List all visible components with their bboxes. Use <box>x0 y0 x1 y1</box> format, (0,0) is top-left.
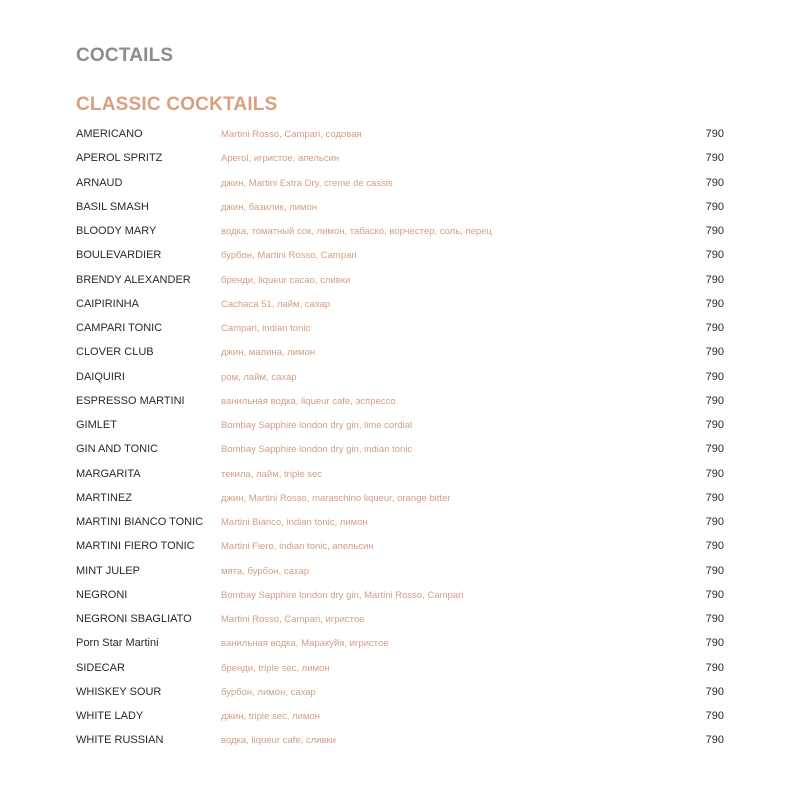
cocktail-price: 790 <box>705 564 724 577</box>
cocktail-ingredients: водка, томатный сок, лимон, табаско, ворчестер, соль, перец <box>221 226 492 237</box>
cocktail-ingredients: ром, лайм, сахар <box>221 371 297 383</box>
cocktail-name: Porn Star Martini <box>76 637 159 650</box>
cocktail-price: 790 <box>705 322 724 334</box>
cocktail-name: MARGARITA <box>76 467 141 480</box>
cocktail-price: 790 <box>705 346 724 359</box>
cocktail-name: WHITE LADY <box>76 710 144 722</box>
cocktail-ingredients: Bombay Sapphire london dry gin, Martini Rosso, Campari <box>221 589 464 601</box>
menu-item <box>0 510 800 534</box>
cocktail-price: 790 <box>705 491 724 504</box>
menu-item <box>0 462 800 486</box>
section-title: CLASSIC COCKTAILS <box>76 94 278 115</box>
cocktail-ingredients: бренди, triple sec, лимон <box>221 662 330 674</box>
cocktail-price: 790 <box>705 685 724 698</box>
cocktail-price: 790 <box>705 540 724 553</box>
cocktail-ingredients: Campari, indian tonic <box>221 323 311 334</box>
cocktail-name: GIN AND TONIC <box>76 443 159 456</box>
cocktail-name: SIDECAR <box>76 661 125 674</box>
cocktail-ingredients: джин, Martini Rosso, maraschino liqueur, orange bitter <box>221 492 451 504</box>
cocktail-ingredients: Aperol, игристое, апельсин <box>221 153 340 165</box>
cocktail-ingredients: джин, малина, лимон <box>221 347 316 359</box>
cocktail-name: MARTINI BIANCO TONIC <box>76 516 204 528</box>
menu-item <box>0 413 800 437</box>
cocktail-ingredients: ванильная водка, liqueur cafe, эспрессо <box>221 395 396 407</box>
cocktail-name: MARTINI FIERO TONIC <box>76 540 195 553</box>
cocktail-ingredients: джин, базилик, лимон <box>221 201 317 213</box>
cocktail-ingredients: текила, лайм, triple sec <box>221 468 323 480</box>
cocktail-name: NEGRONI SBAGLIATO <box>76 613 192 625</box>
cocktail-price: 790 <box>705 588 724 601</box>
cocktail-price: 790 <box>705 176 724 189</box>
menu-item <box>0 365 800 389</box>
menu-item <box>0 171 800 195</box>
cocktail-name: ESPRESSO MARTINI <box>76 394 185 407</box>
cocktail-name: NEGRONI <box>76 588 128 601</box>
cocktail-price: 790 <box>705 637 724 650</box>
cocktail-name: WHITE RUSSIAN <box>76 734 164 747</box>
cocktail-list <box>0 122 800 753</box>
cocktail-price: 790 <box>705 394 724 407</box>
menu-item <box>0 122 800 146</box>
cocktail-ingredients: бурбон, лимон, сахар <box>221 686 316 698</box>
cocktail-price: 790 <box>705 419 724 431</box>
menu-item <box>0 534 800 558</box>
cocktail-ingredients: мята, бурбон, сахар <box>221 565 310 577</box>
cocktail-ingredients: джин, triple sec, лимон <box>221 711 320 722</box>
page-title: COCTAILS <box>76 45 174 66</box>
menu-item <box>0 316 800 340</box>
cocktail-price: 790 <box>705 734 724 747</box>
cocktail-price: 790 <box>705 225 724 237</box>
menu-item <box>0 631 800 655</box>
menu-item <box>0 437 800 461</box>
cocktail-name: MINT JULEP <box>76 564 140 577</box>
cocktail-name: CLOVER CLUB <box>76 346 154 359</box>
cocktail-name: ARNAUD <box>76 176 123 189</box>
cocktail-name: BOULEVARDIER <box>76 249 162 262</box>
menu-item <box>0 268 800 292</box>
cocktail-ingredients: джин, Martini Extra Dry, creme de cassis <box>221 177 393 189</box>
cocktail-price: 790 <box>705 516 724 528</box>
menu-item <box>0 583 800 607</box>
menu-item <box>0 219 800 243</box>
cocktail-name: BRENDY ALEXANDER <box>76 273 191 286</box>
cocktail-ingredients: Martini Bianco, indian tonic, лимон <box>221 517 368 528</box>
menu-item <box>0 656 800 680</box>
cocktail-name: APEROL SPRITZ <box>76 152 163 165</box>
cocktail-price: 790 <box>705 200 724 213</box>
cocktail-name: GIMLET <box>76 419 117 431</box>
cocktail-price: 790 <box>705 613 724 625</box>
cocktail-name: BLOODY MARY <box>76 225 157 237</box>
cocktail-price: 790 <box>705 128 724 140</box>
cocktail-ingredients: бурбон, Martini Rosso, Campari <box>221 250 357 262</box>
cocktail-name: DAIQUIRI <box>76 370 125 383</box>
cocktail-price: 790 <box>705 370 724 383</box>
menu-item <box>0 292 800 316</box>
cocktail-ingredients: бренди, liqueur cacao, сливки <box>221 274 351 286</box>
cocktail-price: 790 <box>705 661 724 674</box>
menu-item <box>0 195 800 219</box>
cocktail-price: 790 <box>705 152 724 165</box>
cocktail-price: 790 <box>705 249 724 262</box>
menu-item <box>0 243 800 267</box>
menu-item <box>0 680 800 704</box>
cocktail-ingredients: Cachaca 51, лайм, сахар <box>221 298 331 310</box>
cocktail-ingredients: Bombay Sapphire london dry gin, lime cordial <box>221 420 413 431</box>
cocktail-price: 790 <box>705 467 724 480</box>
cocktail-name: CAMPARI TONIC <box>76 322 163 334</box>
cocktail-name: CAIPIRINHA <box>76 297 139 310</box>
menu-item <box>0 486 800 510</box>
menu-item <box>0 728 800 752</box>
cocktail-price: 790 <box>705 443 724 456</box>
menu-item <box>0 389 800 413</box>
cocktail-ingredients: Martini Rosso, Campari, содовая <box>221 129 362 140</box>
cocktail-name: MARTINEZ <box>76 491 133 504</box>
cocktail-ingredients: Martini Fiero, indian tonic, апельсин <box>221 541 374 553</box>
menu-item <box>0 559 800 583</box>
cocktail-name: AMERICANO <box>76 128 143 140</box>
cocktail-ingredients: ванильная водка, Маракуйя, игристое <box>221 638 389 650</box>
cocktail-price: 790 <box>705 297 724 310</box>
cocktail-price: 790 <box>705 273 724 286</box>
cocktail-ingredients: водка, liqueur cafe, сливки <box>221 735 336 747</box>
cocktail-ingredients: Bombay Sapphire london dry gin, indian tonic <box>221 444 413 456</box>
menu-item <box>0 704 800 728</box>
cocktail-price: 790 <box>705 710 724 722</box>
cocktail-name: WHISKEY SOUR <box>76 685 162 698</box>
menu-item <box>0 146 800 170</box>
cocktail-ingredients: Martini Rosso, Campari, игристое <box>221 614 365 625</box>
cocktail-name: BASIL SMASH <box>76 200 149 213</box>
menu-item <box>0 607 800 631</box>
menu-item <box>0 340 800 364</box>
